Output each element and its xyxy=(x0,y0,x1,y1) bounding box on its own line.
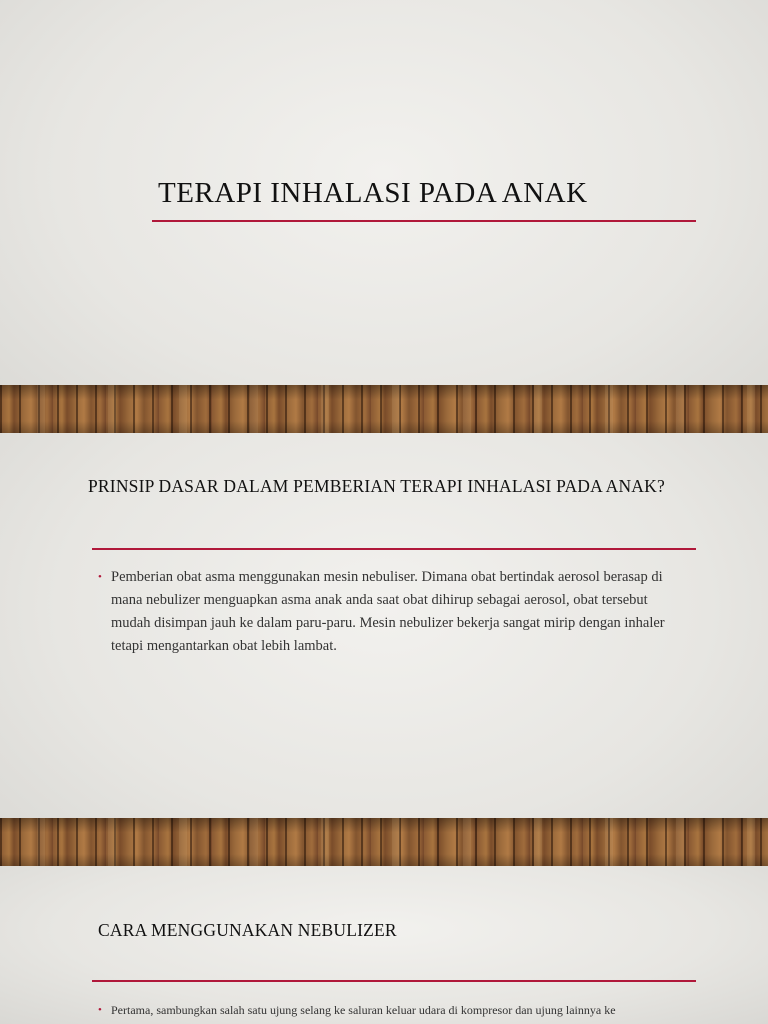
bullet-marker: • xyxy=(98,571,102,583)
bullet-text: Pemberian obat asma menggunakan mesin nebuliser. Dimana obat bertindak aerosol berasap di mana nebulizer menguapkan asma anak anda saat obat dihirup sebagai aerosol, obat tersebut mudah disimpan jauh ke dalam paru-paru. Mesin nebulizer bekerja sangat mirip dengan inhaler tetapi mengantarkan obat lebih lambat. xyxy=(111,569,665,654)
title-underline xyxy=(152,220,696,222)
slide-principles xyxy=(0,433,768,866)
slide-title-heading: TERAPI INHALASI PADA ANAK xyxy=(158,177,588,209)
slide-heading: CARA MENGGUNAKAN NEBULIZER xyxy=(98,920,397,940)
heading-underline xyxy=(92,548,696,550)
wood-floor-decoration xyxy=(0,818,768,866)
bullet-marker: • xyxy=(98,1004,102,1016)
bullet-text: Pertama, sambungkan salah satu ujung selang ke saluran keluar udara di kompresor dan ujung lainnya ke xyxy=(111,1003,616,1017)
slide-title xyxy=(0,0,768,433)
wood-floor-decoration xyxy=(0,385,768,433)
bullet-item xyxy=(98,566,688,658)
slide-heading: PRINSIP DASAR DALAM PEMBERIAN TERAPI INHALASI PADA ANAK? xyxy=(88,476,665,496)
heading-underline xyxy=(92,980,696,982)
bullet-item xyxy=(98,1000,698,1020)
slide-nebulizer xyxy=(0,866,768,1024)
